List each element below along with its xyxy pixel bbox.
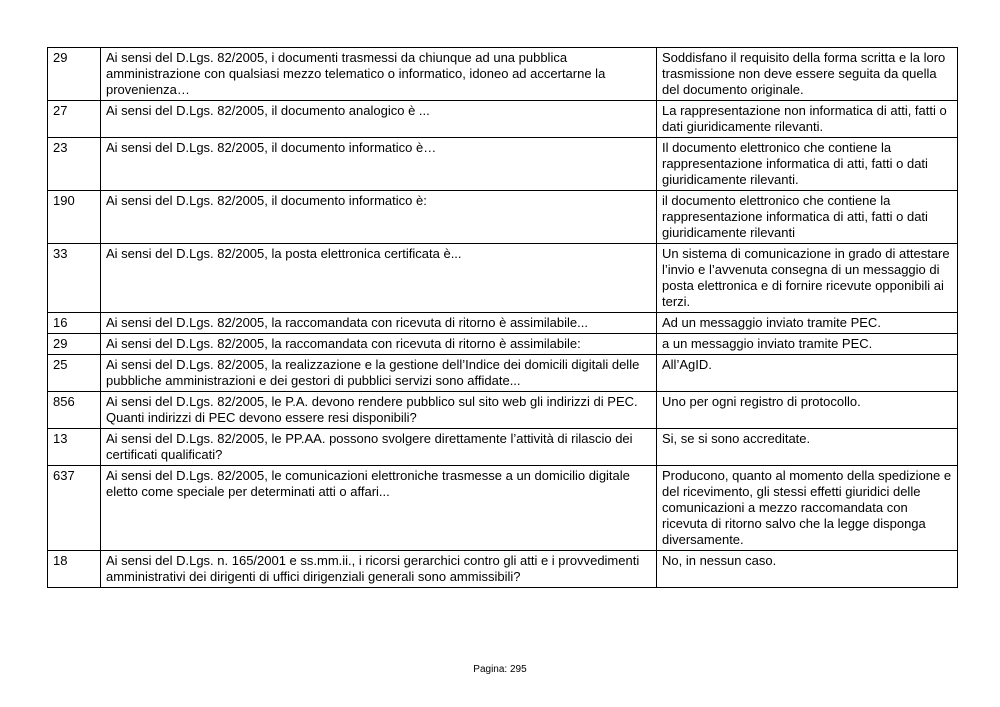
answer-cell: Si, se si sono accreditate. xyxy=(657,429,958,466)
row-number: 856 xyxy=(48,392,101,429)
question-cell: Ai sensi del D.Lgs. 82/2005, la realizzazione e la gestione dell’Indice dei domicili digitali delle pubbliche amministrazioni e dei gestori di pubblici servizi sono affidate... xyxy=(101,355,657,392)
question-cell: Ai sensi del D.Lgs. 82/2005, i documenti trasmessi da chiunque ad una pubblica amministrazione con qualsiasi mezzo telematico o informatico, idoneo ad accertarne la provenienza… xyxy=(101,48,657,101)
table-row xyxy=(48,334,958,355)
answer-cell: Producono, quanto al momento della spedizione e del ricevimento, gli stessi effetti giuridici delle comunicazioni a mezzo raccomandata con ricevuta di ritorno salvo che la legge disponga diversamente. xyxy=(657,466,958,551)
answer-cell: All’AgID. xyxy=(657,355,958,392)
row-number: 33 xyxy=(48,244,101,313)
row-number: 27 xyxy=(48,101,101,138)
table-row xyxy=(48,466,958,551)
row-number: 29 xyxy=(48,334,101,355)
answer-cell: Soddisfano il requisito della forma scritta e la loro trasmissione non deve essere seguita da quella del documento originale. xyxy=(657,48,958,101)
question-cell: Ai sensi del D.Lgs. 82/2005, la posta elettronica certificata è... xyxy=(101,244,657,313)
table-row xyxy=(48,138,958,191)
answer-cell: No, in nessun caso. xyxy=(657,551,958,588)
question-cell: Ai sensi del D.Lgs. 82/2005, le comunicazioni elettroniche trasmesse a un domicilio digitale eletto come speciale per determinati atti o affari... xyxy=(101,466,657,551)
table-row xyxy=(48,429,958,466)
question-cell: Ai sensi del D.Lgs. 82/2005, il documento analogico è ... xyxy=(101,101,657,138)
page-number: Pagina: 295 xyxy=(473,664,527,675)
row-number: 18 xyxy=(48,551,101,588)
row-number: 637 xyxy=(48,466,101,551)
question-cell: Ai sensi del D.Lgs. n. 165/2001 e ss.mm.ii., i ricorsi gerarchici contro gli atti e i provvedimenti amministrativi dei dirigenti di uffici dirigenziali generali sono ammissibili? xyxy=(101,551,657,588)
answer-cell: Uno per ogni registro di protocollo. xyxy=(657,392,958,429)
row-number: 25 xyxy=(48,355,101,392)
answer-cell: Il documento elettronico che contiene la rappresentazione informatica di atti, fatti o dati giuridicamente rilevanti. xyxy=(657,138,958,191)
row-number: 16 xyxy=(48,313,101,334)
question-cell: Ai sensi del D.Lgs. 82/2005, le PP.AA. possono svolgere direttamente l’attività di rilascio dei certificati qualificati? xyxy=(101,429,657,466)
table-row xyxy=(48,191,958,244)
table-row xyxy=(48,392,958,429)
answer-cell: La rappresentazione non informatica di atti, fatti o dati giuridicamente rilevanti. xyxy=(657,101,958,138)
answer-cell: Ad un messaggio inviato tramite PEC. xyxy=(657,313,958,334)
row-number: 23 xyxy=(48,138,101,191)
table-row xyxy=(48,355,958,392)
table-row xyxy=(48,101,958,138)
question-cell: Ai sensi del D.Lgs. 82/2005, il documento informatico è: xyxy=(101,191,657,244)
answer-cell: il documento elettronico che contiene la rappresentazione informatica di atti, fatti o dati giuridicamente rilevanti xyxy=(657,191,958,244)
table-row xyxy=(48,244,958,313)
answer-cell: a un messaggio inviato tramite PEC. xyxy=(657,334,958,355)
question-cell: Ai sensi del D.Lgs. 82/2005, la raccomandata con ricevuta di ritorno è assimilabile: xyxy=(101,334,657,355)
row-number: 29 xyxy=(48,48,101,101)
qa-table xyxy=(47,47,958,588)
table-row xyxy=(48,48,958,101)
table-row xyxy=(48,313,958,334)
row-number: 190 xyxy=(48,191,101,244)
table-row xyxy=(48,551,958,588)
question-cell: Ai sensi del D.Lgs. 82/2005, la raccomandata con ricevuta di ritorno è assimilabile... xyxy=(101,313,657,334)
question-cell: Ai sensi del D.Lgs. 82/2005, il documento informatico è… xyxy=(101,138,657,191)
question-cell: Ai sensi del D.Lgs. 82/2005, le P.A. devono rendere pubblico sul sito web gli indirizzi di PEC. Quanti indirizzi di PEC devono essere resi disponibili? xyxy=(101,392,657,429)
answer-cell: Un sistema di comunicazione in grado di attestare l’invio e l’avvenuta consegna di un messaggio di posta elettronica e di fornire ricevute opponibili ai terzi. xyxy=(657,244,958,313)
row-number: 13 xyxy=(48,429,101,466)
